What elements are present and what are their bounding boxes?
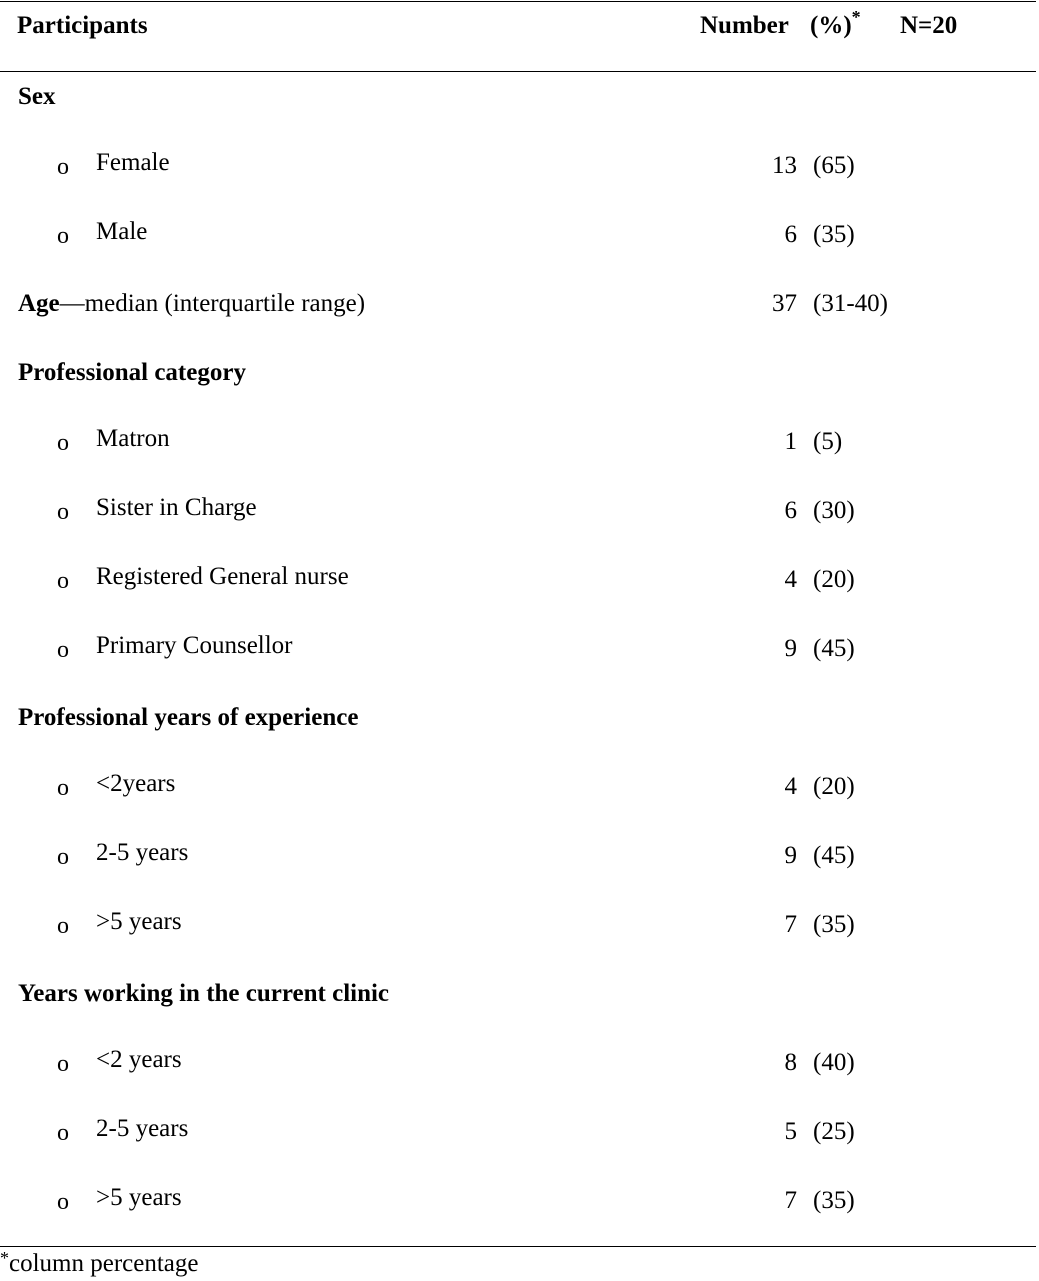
header-bottom-rule xyxy=(0,71,1036,72)
number-cell: 4 xyxy=(784,773,797,800)
percent-cell: (20) xyxy=(813,773,855,800)
bullet-icon: o xyxy=(57,430,69,456)
header-participants: Participants xyxy=(17,12,148,39)
percent-cell: (45) xyxy=(813,635,855,662)
header-percent-label: (%) xyxy=(810,12,852,39)
bullet-icon: o xyxy=(57,499,69,525)
percent-cell: (35) xyxy=(813,1187,855,1214)
group-label xyxy=(18,79,56,115)
table-row xyxy=(0,562,1036,631)
item-label: Female xyxy=(96,149,170,176)
item-label: >5 years xyxy=(96,1184,182,1211)
percent-cell: (35) xyxy=(813,911,855,938)
group-label-text: Sex xyxy=(18,83,56,110)
number-cell: 6 xyxy=(784,221,797,248)
item-label: Matron xyxy=(96,425,170,452)
group-label-text: Years working in the current clinic xyxy=(18,980,390,1007)
table-row xyxy=(0,1114,1036,1183)
table-row xyxy=(0,1045,1036,1114)
table-row xyxy=(0,907,1036,976)
item-label: Primary Counsellor xyxy=(96,632,293,659)
item-label: Male xyxy=(96,218,148,245)
header-n: N=20 xyxy=(900,12,958,39)
bullet-icon: o xyxy=(57,913,69,939)
percent-cell: (65) xyxy=(813,152,855,179)
footnote xyxy=(0,1247,199,1281)
item-label: <2years xyxy=(96,770,176,797)
bullet-icon: o xyxy=(57,154,69,180)
group-label-text: Professional years of experience xyxy=(18,704,359,731)
bullet-icon: o xyxy=(57,775,69,801)
group-label xyxy=(18,700,358,736)
group-label-suffix: —median (interquartile range) xyxy=(59,290,366,317)
group-label xyxy=(18,355,246,391)
table-row xyxy=(0,148,1036,217)
group-row xyxy=(0,355,1036,424)
table-body xyxy=(0,79,1036,1252)
header-percent xyxy=(810,7,861,42)
number-cell: 37 xyxy=(772,290,797,317)
bullet-icon: o xyxy=(57,637,69,663)
table-row xyxy=(0,838,1036,907)
number-cell: 7 xyxy=(784,911,797,938)
item-label: <2 years xyxy=(96,1046,182,1073)
group-label-text: Professional category xyxy=(18,359,246,386)
table-row xyxy=(0,769,1036,838)
bullet-icon: o xyxy=(57,844,69,870)
bullet-icon: o xyxy=(57,1189,69,1215)
number-cell: 9 xyxy=(784,842,797,869)
percent-cell: (25) xyxy=(813,1118,855,1145)
group-row xyxy=(0,286,1036,355)
number-cell: 8 xyxy=(784,1049,797,1076)
number-cell: 9 xyxy=(784,635,797,662)
group-row xyxy=(0,700,1036,769)
table-row xyxy=(0,424,1036,493)
percent-cell: (30) xyxy=(813,497,855,524)
header-asterisk: * xyxy=(851,7,861,27)
percent-cell: (20) xyxy=(813,566,855,593)
bullet-icon: o xyxy=(57,223,69,249)
table-row xyxy=(0,631,1036,700)
table-top-rule xyxy=(0,1,1036,2)
bullet-icon: o xyxy=(57,1120,69,1146)
bullet-icon: o xyxy=(57,1051,69,1077)
item-label: 2-5 years xyxy=(96,839,189,866)
item-label: >5 years xyxy=(96,908,182,935)
group-label-text: Age xyxy=(18,290,60,317)
group-row xyxy=(0,79,1036,148)
table-row xyxy=(0,493,1036,562)
item-label: 2-5 years xyxy=(96,1115,189,1142)
table-row xyxy=(0,217,1036,286)
number-cell: 7 xyxy=(784,1187,797,1214)
table-row xyxy=(0,1183,1036,1252)
group-label xyxy=(18,976,389,1012)
header-number: Number xyxy=(700,12,789,39)
number-cell: 6 xyxy=(784,497,797,524)
percent-cell: (31-40) xyxy=(813,290,888,317)
item-label: Registered General nurse xyxy=(96,563,349,590)
number-cell: 13 xyxy=(772,152,797,179)
footnote-text: column percentage xyxy=(9,1250,199,1277)
footnote-marker: * xyxy=(0,1248,9,1268)
percent-cell: (35) xyxy=(813,221,855,248)
number-cell: 4 xyxy=(784,566,797,593)
number-cell: 1 xyxy=(784,428,797,455)
group-row xyxy=(0,976,1036,1045)
bullet-icon: o xyxy=(57,568,69,594)
percent-cell: (40) xyxy=(813,1049,855,1076)
percent-cell: (45) xyxy=(813,842,855,869)
number-cell: 5 xyxy=(784,1118,797,1145)
percent-cell: (5) xyxy=(813,428,843,455)
item-label: Sister in Charge xyxy=(96,494,257,521)
